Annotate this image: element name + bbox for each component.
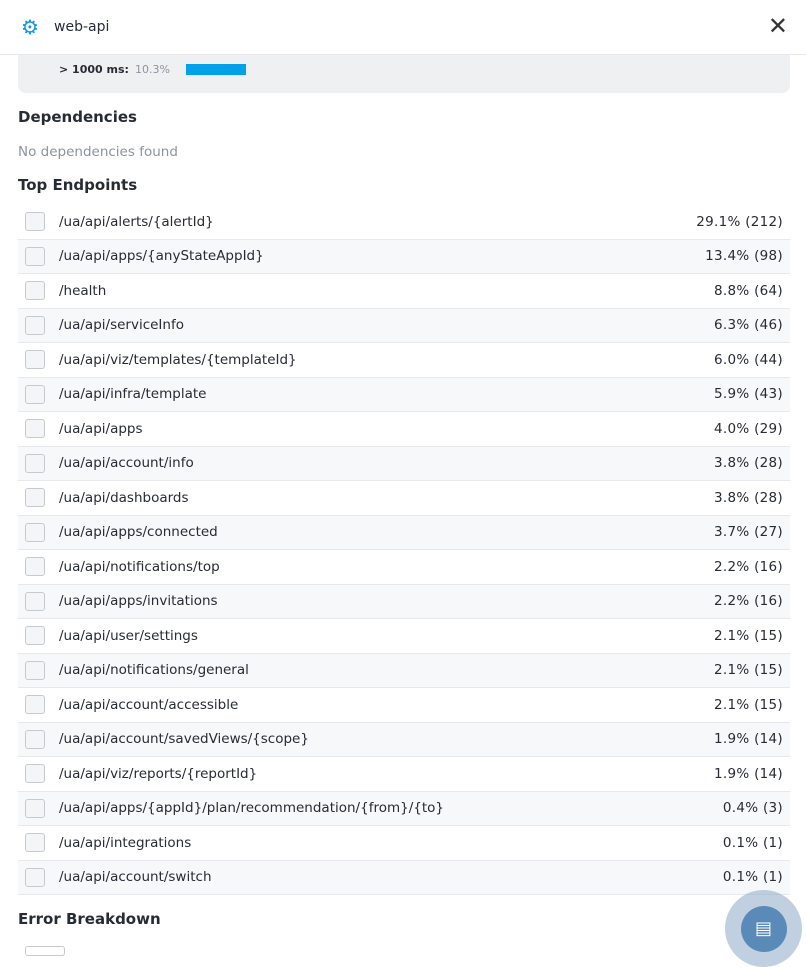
- endpoint-value: 3.8% (28): [713, 455, 783, 472]
- endpoint-value: 2.1% (15): [713, 662, 783, 679]
- endpoint-path: /ua/api/apps/invitations: [59, 593, 218, 610]
- endpoint-path: /ua/api/apps: [59, 420, 143, 437]
- endpoint-path: /ua/api/viz/reports/{reportId}: [59, 765, 258, 782]
- table-row: [18, 309, 790, 344]
- endpoint-checkbox[interactable]: [25, 454, 45, 473]
- endpoint-path: /ua/api/apps/connected: [59, 524, 218, 541]
- table-row: [18, 481, 790, 516]
- dependencies-empty: No dependencies found: [18, 144, 178, 160]
- close-icon[interactable]: ✕: [767, 12, 788, 40]
- endpoint-checkbox[interactable]: [25, 764, 45, 783]
- endpoint-path: /ua/api/account/switch: [59, 869, 212, 886]
- table-row: [18, 343, 790, 378]
- endpoint-path: /ua/api/apps/{anyStateAppId}: [59, 248, 264, 265]
- panel-header: [0, 0, 806, 55]
- table-row: [18, 274, 790, 309]
- endpoint-value: 4.0% (29): [713, 420, 783, 437]
- endpoint-checkbox[interactable]: [25, 316, 45, 335]
- endpoint-value: 3.8% (28): [713, 489, 783, 506]
- endpoint-value: 8.8% (64): [713, 282, 783, 299]
- table-row: [18, 378, 790, 413]
- table-row: [18, 861, 790, 896]
- top-endpoints-heading: Top Endpoints: [18, 176, 138, 194]
- table-row: [18, 550, 790, 585]
- endpoint-value: 1.9% (14): [713, 765, 783, 782]
- endpoint-path: /ua/api/infra/template: [59, 386, 207, 403]
- endpoint-path: /ua/api/apps/{appId}/plan/recommendation/{from}/{to}: [59, 800, 444, 817]
- endpoint-checkbox[interactable]: [25, 799, 45, 818]
- endpoint-checkbox[interactable]: [25, 419, 45, 438]
- table-row: [18, 757, 790, 792]
- endpoint-value: 6.0% (44): [713, 351, 783, 368]
- latency-bucket-percent: 10.3%: [135, 63, 170, 76]
- latency-bucket-bar: [186, 64, 246, 75]
- latency-bucket-label: > 1000 ms:: [59, 63, 129, 76]
- table-row: [18, 619, 790, 654]
- table-row: [18, 654, 790, 689]
- table-row: [18, 412, 790, 447]
- service-title: web-api: [54, 19, 110, 35]
- endpoint-path: /ua/api/integrations: [59, 834, 192, 851]
- gear-icon: ⚙: [21, 15, 39, 39]
- checkbox[interactable]: [25, 946, 65, 956]
- endpoint-path: /ua/api/user/settings: [59, 627, 198, 644]
- endpoint-path: /ua/api/account/accessible: [59, 696, 239, 713]
- table-row: [18, 723, 790, 758]
- endpoint-list: [18, 205, 790, 895]
- endpoint-path: /ua/api/dashboards: [59, 489, 189, 506]
- endpoint-checkbox[interactable]: [25, 350, 45, 369]
- endpoint-checkbox[interactable]: [25, 281, 45, 300]
- endpoint-checkbox[interactable]: [25, 592, 45, 611]
- endpoint-path: /ua/api/notifications/top: [59, 558, 220, 575]
- endpoint-value: 5.9% (43): [713, 386, 783, 403]
- endpoint-checkbox[interactable]: [25, 523, 45, 542]
- chat-button[interactable]: [725, 890, 802, 967]
- endpoint-checkbox[interactable]: [25, 833, 45, 852]
- dependencies-heading: Dependencies: [18, 108, 137, 126]
- endpoint-value: 13.4% (98): [705, 248, 783, 265]
- endpoint-checkbox[interactable]: [25, 695, 45, 714]
- table-row: [18, 205, 790, 240]
- endpoint-checkbox[interactable]: [25, 626, 45, 645]
- endpoint-value: 1.9% (14): [713, 731, 783, 748]
- endpoint-path: /ua/api/viz/templates/{templateId}: [59, 351, 297, 368]
- chat-icon: ▤: [741, 906, 787, 952]
- table-row: [18, 585, 790, 620]
- endpoint-value: 6.3% (46): [713, 317, 783, 334]
- endpoint-value: 2.1% (15): [713, 627, 783, 644]
- table-row: [18, 447, 790, 482]
- endpoint-value: 3.7% (27): [713, 524, 783, 541]
- endpoint-value: 2.2% (16): [713, 558, 783, 575]
- endpoint-value: 0.1% (1): [722, 869, 783, 886]
- latency-distribution: [18, 55, 790, 93]
- endpoint-path: /ua/api/serviceInfo: [59, 317, 184, 334]
- table-row: [18, 516, 790, 551]
- endpoint-checkbox[interactable]: [25, 557, 45, 576]
- endpoint-value: 0.4% (3): [722, 800, 783, 817]
- table-row: [18, 240, 790, 275]
- endpoint-checkbox[interactable]: [25, 212, 45, 231]
- endpoint-path: /ua/api/account/savedViews/{scope}: [59, 731, 309, 748]
- endpoint-path: /ua/api/alerts/{alertId}: [59, 213, 214, 230]
- endpoint-value: 0.1% (1): [722, 834, 783, 851]
- endpoint-checkbox[interactable]: [25, 247, 45, 266]
- endpoint-path: /ua/api/notifications/general: [59, 662, 249, 679]
- error-breakdown-heading: Error Breakdown: [18, 910, 161, 928]
- endpoint-checkbox[interactable]: [25, 730, 45, 749]
- endpoint-checkbox[interactable]: [25, 868, 45, 887]
- endpoint-checkbox[interactable]: [25, 661, 45, 680]
- endpoint-checkbox[interactable]: [25, 385, 45, 404]
- endpoint-path: /ua/api/account/info: [59, 455, 194, 472]
- endpoint-path: /health: [59, 282, 107, 299]
- table-row: [18, 688, 790, 723]
- endpoint-checkbox[interactable]: [25, 488, 45, 507]
- endpoint-value: 2.1% (15): [713, 696, 783, 713]
- table-row: [18, 792, 790, 827]
- table-row: [18, 826, 790, 861]
- endpoint-value: 29.1% (212): [696, 213, 783, 230]
- endpoint-value: 2.2% (16): [713, 593, 783, 610]
